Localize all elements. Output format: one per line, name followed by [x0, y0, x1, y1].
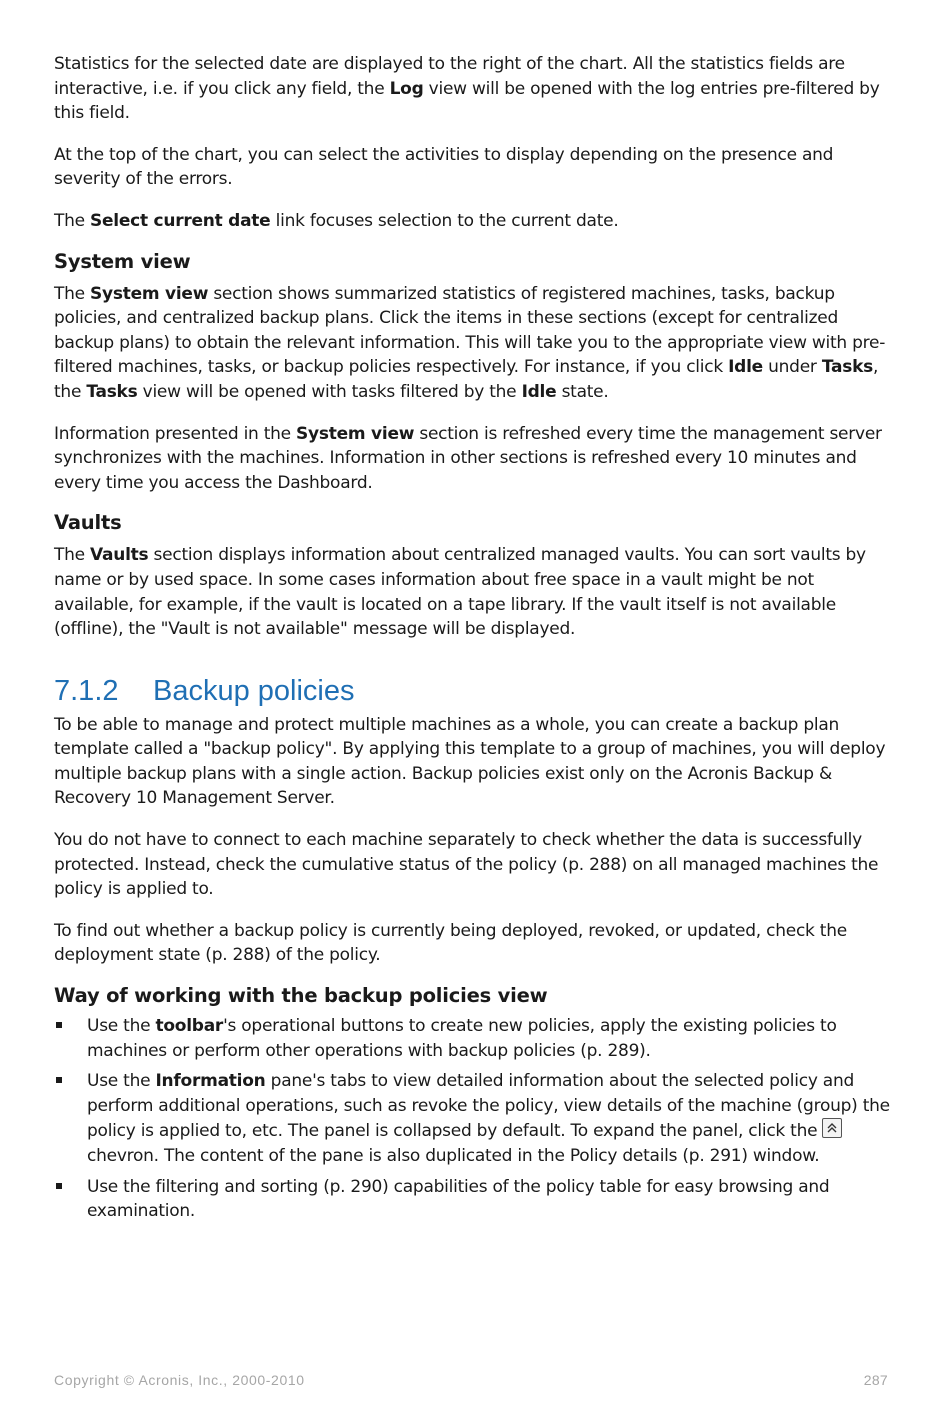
paragraph-deployment-state: To find out whether a backup policy is currently being deployed, revoked, or updated, check the deployment state (p. 288) of the policy. [54, 920, 847, 966]
paragraph-system-view-refresh: Information presented in the System view section is refreshed every time the management server synchronizes with the machines. Information in other sections is refreshed every 10 minutes and every time you access the Dashboard. [54, 423, 882, 493]
footer-copyright: Copyright © Acronis, Inc., 2000-2010 [54, 1372, 305, 1388]
log-view-term: Log [389, 78, 424, 99]
section-title: Backup policies [153, 674, 355, 707]
footer-page-number: 287 [863, 1372, 888, 1388]
bullet-square-icon [56, 1183, 62, 1189]
list-item: Use the Information pane's tabs to view detailed information about the selected policy and perform additional operations, such as revoke the policy, view details of the machine (group) the policy is applied to, etc. The panel is collapsed by default. To expand the panel, click the chevron. The content of the pane is also duplicated in the Policy details (p. 291) window. [54, 1069, 894, 1168]
paragraph-vaults: The Vaults section displays information about centralized managed vaults. You can sort vaults by name or by used space. In some cases information about free space in a vault might be not available, for example, if the vault is located on a tape library. If the vault itself is not available (offline), the "Vault is not available" message will be displayed. [54, 545, 866, 640]
heading-system-view: System view [54, 249, 191, 273]
double-chevron-up-icon [822, 1118, 842, 1138]
paragraph-chart-activities: At the top of the chart, you can select the activities to display depending on the presence and severity of the errors. [54, 144, 834, 190]
way-of-working-list [54, 1014, 894, 1224]
document-page [54, 52, 894, 1230]
information-term: Information [155, 1071, 266, 1092]
heading-vaults: Vaults [54, 511, 122, 535]
paragraph-backup-policy-intro: To be able to manage and protect multiple machines as a whole, you can create a backup plan template called a "backup policy". By applying this template to a group of machines, you will deploy multiple backup plans with a single action. Backup policies exist only on the Acronis Backup & Recovery 10 Management Server. [54, 714, 886, 809]
list-item: Use the filtering and sorting (p. 290) capabilities of the policy table for easy browsing and examination. [54, 1175, 894, 1224]
heading-way-of-working: Way of working with the backup policies view [54, 984, 548, 1008]
select-current-date-term: Select current date [90, 210, 271, 231]
paragraph-policy-status: You do not have to connect to each machine separately to check whether the data is successfully protected. Instead, check the cumulative status of the policy (p. 288) on all managed machines the policy is applied to. [54, 830, 879, 900]
section-heading-backup-policies [54, 673, 894, 709]
paragraph-select-date: The Select current date link focuses selection to the current date. [54, 210, 619, 231]
paragraph-statistics: Statistics for the selected date are displayed to the right of the chart. All the statistics fields are interactive, i.e. if you click any field, the Log view will be opened with the log entries pre-filtered by this field. [54, 54, 880, 124]
paragraph-system-view: The System view section shows summarized statistics of registered machines, tasks, backup policies, and centralized backup plans. Click the items in these sections (except for centralized backup plans) to obtain the relevant information. This will take you to the appropriate view with pre-filtered machines, tasks, or backup policies respectively. For instance, if you click Idle under Tasks, the Tasks view will be opened with tasks filtered by the Idle state. [54, 283, 886, 402]
bullet-square-icon [56, 1077, 62, 1083]
bullet-square-icon [56, 1022, 62, 1028]
list-item: Use the toolbar's operational buttons to create new policies, apply the existing policies to machines or perform other operations with backup policies (p. 289). [54, 1014, 894, 1063]
section-number: 7.1.2 [54, 674, 119, 707]
toolbar-term: toolbar [155, 1016, 224, 1037]
